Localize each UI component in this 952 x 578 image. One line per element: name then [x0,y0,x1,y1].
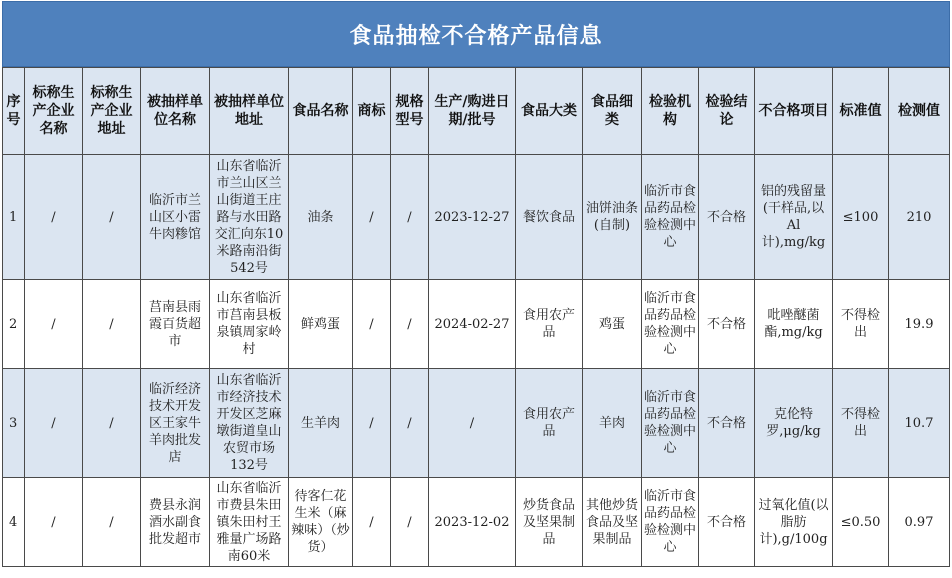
table-cell: 临沂经济技术开发区王家牛羊肉批发店 [141,369,210,478]
table-cell: 山东省临沂市兰山区兰山街道王庄路与水田路交汇向东10米路南沿街542号 [210,155,289,280]
table-cell: 山东省临沂市莒南县板泉镇周家岭村 [210,280,289,369]
table-cell: 费县永润酒水副食批发超市 [141,478,210,567]
table-cell: 油条 [289,155,353,280]
table-cell: 临沂市食品药品检验检测中心 [642,280,699,369]
table-cell: / [25,369,83,478]
table-cell: 1 [3,155,25,280]
table-cell: 莒南县雨霞百货超市 [141,280,210,369]
table-cell: 克伦特罗,μg/kg [755,369,833,478]
table-cell: 鸡蛋 [583,280,642,369]
table-row [3,478,950,567]
column-header: 食品细类 [583,68,642,155]
table-cell: / [391,478,429,567]
table-cell: 不合格 [699,280,755,369]
table-cell: / [429,369,516,478]
table-cell: 不得检出 [833,280,889,369]
table-cell: 19.9 [889,280,950,369]
table-cell: / [353,478,391,567]
column-header: 标称生产企业地址 [83,68,141,155]
table-cell: 铝的残留量(干样品,以 Al 计),mg/kg [755,155,833,280]
column-header: 生产/购进日期/批号 [429,68,516,155]
table-cell: 0.97 [889,478,950,567]
table-row [3,369,950,478]
table-cell: 吡唑醚菌酯,mg/kg [755,280,833,369]
table-cell: / [391,155,429,280]
table-cell: / [353,369,391,478]
column-header: 被抽样单位地址 [210,68,289,155]
table-cell: 临沂市食品药品检验检测中心 [642,369,699,478]
table-cell: 山东省临沂市费县朱田镇朱田村王雅量广场路南60米 [210,478,289,567]
table-cell: / [391,369,429,478]
column-header: 检验结论 [699,68,755,155]
table-cell: 山东省临沂市经济技术开发区芝麻墩街道皇山农贸市场132号 [210,369,289,478]
table-cell: 4 [3,478,25,567]
table-cell: 待客仁花生米（麻辣味）（炒货） [289,478,353,567]
table-cell: / [83,280,141,369]
table-cell: 2023-12-02 [429,478,516,567]
table-cell: ≤100 [833,155,889,280]
page-title: 食品抽检不合格产品信息 [2,1,950,67]
table-cell: 食用农产品 [516,369,583,478]
table-cell: 210 [889,155,950,280]
column-header: 规格型号 [391,68,429,155]
table-cell: 不合格 [699,369,755,478]
table-cell: 鲜鸡蛋 [289,280,353,369]
table-cell: 临沂市食品药品检验检测中心 [642,155,699,280]
table-cell: / [391,280,429,369]
table-cell: 2 [3,280,25,369]
table-cell: / [353,280,391,369]
table-cell: 2024-02-27 [429,280,516,369]
column-header: 检验机构 [642,68,699,155]
column-header: 标准值 [833,68,889,155]
table-cell: 3 [3,369,25,478]
column-header: 被抽样单位名称 [141,68,210,155]
table-cell: 炒货食品及坚果制品 [516,478,583,567]
column-header: 标称生产企业名称 [25,68,83,155]
table-cell: / [353,155,391,280]
column-header: 不合格项目 [755,68,833,155]
table-cell: 不得检出 [833,369,889,478]
results-table [2,67,950,567]
table-cell: 2023-12-27 [429,155,516,280]
table-cell: ≤0.50 [833,478,889,567]
table-cell: 10.7 [889,369,950,478]
table-cell: 临沂市食品药品检验检测中心 [642,478,699,567]
column-header: 食品大类 [516,68,583,155]
table-cell: 油饼油条(自制) [583,155,642,280]
report-container [2,1,950,576]
table-row [3,280,950,369]
table-cell: 不合格 [699,478,755,567]
table-cell: / [83,478,141,567]
table-row [3,155,950,280]
column-header: 序号 [3,68,25,155]
table-cell: 不合格 [699,155,755,280]
column-header: 商标 [353,68,391,155]
table-cell: 过氧化值(以脂肪计),g/100g [755,478,833,567]
table-cell: 羊肉 [583,369,642,478]
table-cell: / [25,155,83,280]
column-header: 检测值 [889,68,950,155]
table-cell: 临沂市兰山区小雷牛肉糁馆 [141,155,210,280]
table-cell: / [83,369,141,478]
column-header: 食品名称 [289,68,353,155]
table-cell: 食用农产品 [516,280,583,369]
header-row [3,68,950,155]
table-cell: / [83,155,141,280]
table-cell: 其他炒货食品及坚果制品 [583,478,642,567]
table-cell: / [25,280,83,369]
table-cell: 生羊肉 [289,369,353,478]
table-cell: / [25,478,83,567]
table-cell: 餐饮食品 [516,155,583,280]
